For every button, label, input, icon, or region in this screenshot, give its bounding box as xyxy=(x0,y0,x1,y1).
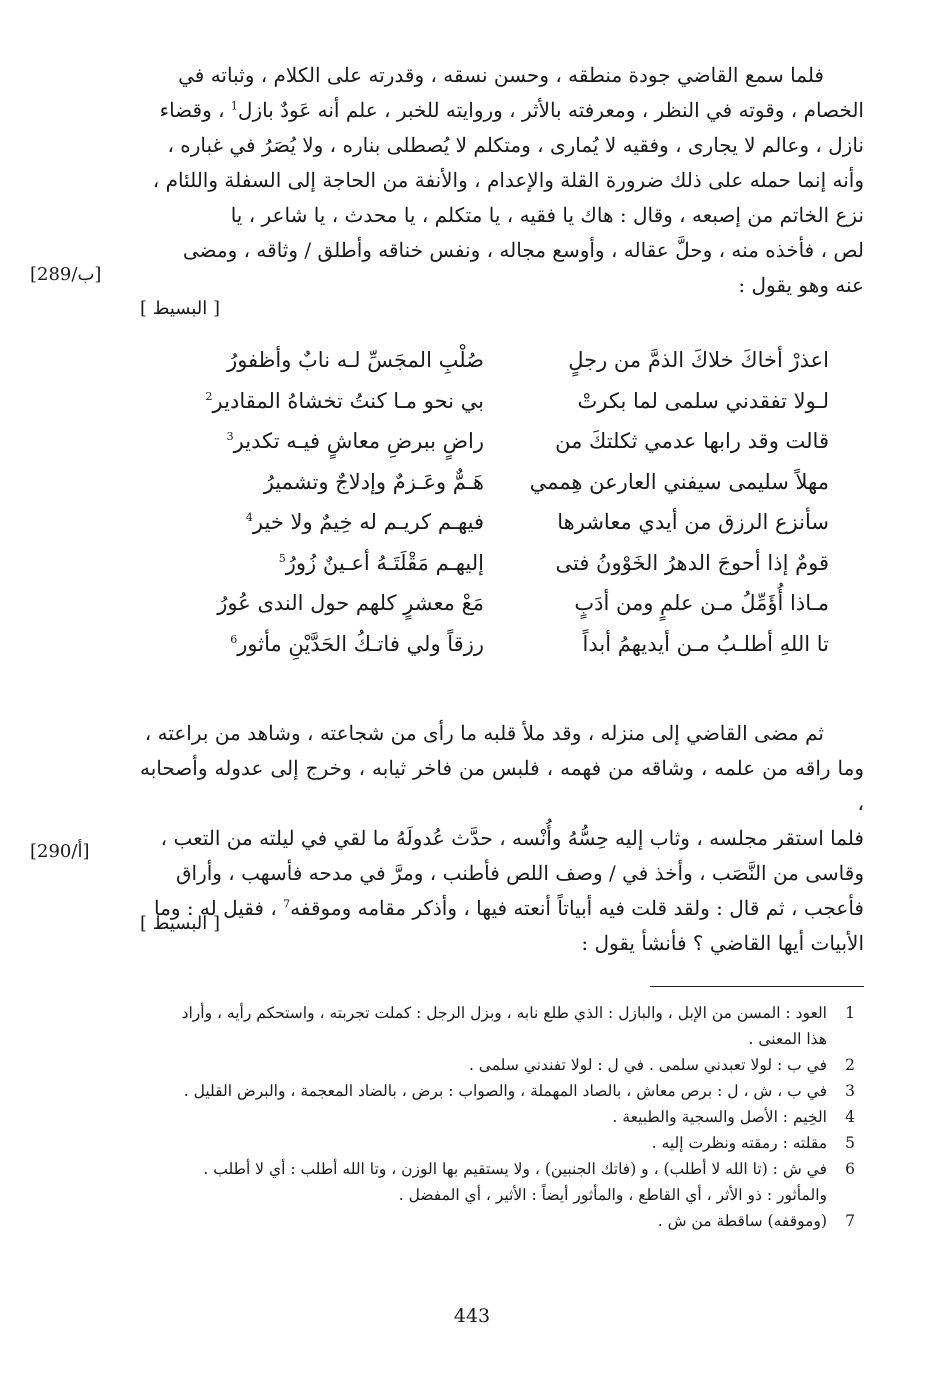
text-line: ثم مضى القاضي إلى منزله ، وقد ملأ قلبه ما رأى من شجاعته ، وشاهد من براعته ، xyxy=(144,721,824,745)
page-number: 443 xyxy=(453,1305,491,1327)
footnote xyxy=(115,1208,855,1234)
text-line: نزع الخاتم من إصبعه ، وقال : هاك يا فقيه ، يا متكلم ، يا محدث ، يا شاعر ، يا xyxy=(230,203,864,227)
hemistich-second: بي نحو مـا كنتُ تخشاهُ المقادير$^2$ xyxy=(205,388,484,413)
text-line: فلما سمع القاضي جودة منطقه ، وحسن نسقه ، وقدرته على الكلام ، وثباته في xyxy=(178,63,824,87)
footnote-number: 7 xyxy=(845,1212,855,1230)
text-line: نازل ، وعالم لا يجارى ، وفقيه لا يُمارى ، ومتكلم لا يُصطلى بناره ، ولا يُصَرُ في غباره ، xyxy=(167,133,864,157)
hemistich-second: صُلْبِ المجَسِّ لـه نابٌ وأظفورُ xyxy=(227,348,484,373)
poem-verse xyxy=(140,381,864,422)
hemistich-second: هَـمٌّ وعَـزمٌ وإدلاجٌ وتشميرُ xyxy=(263,469,484,494)
hemistich-first: مـاذا أُؤَمِّلُ مـن علمٍ ومن أدَبٍ xyxy=(574,591,829,616)
poem-verse xyxy=(140,583,864,624)
footnote-ref: 2 xyxy=(205,389,213,403)
footnote xyxy=(115,1156,855,1208)
hemistich-second: مَعْ معشرٍ كلهم حول الندى عُورُ xyxy=(217,591,484,616)
footnote-ref: 7 xyxy=(283,897,291,911)
poem-verse xyxy=(140,340,864,381)
paragraph-1 xyxy=(140,58,864,303)
text-line: فلما استقر مجلسه ، وثاب إليه حِسُّهُ وأُنْسه ، حدَّث عُدولَهُ ما لقي في ليلته من التعب ، xyxy=(160,826,864,850)
footnote-text: (وموقفه) ساقطة من ش . xyxy=(657,1212,827,1230)
footnote xyxy=(115,1078,855,1104)
hemistich-first: لـولا تفقدني سلمى لما بكرتْ xyxy=(577,388,829,413)
meter-label: [ البسيط ] xyxy=(140,298,220,319)
footnote-ref: 4 xyxy=(245,511,253,525)
footnote-number: 4 xyxy=(845,1108,855,1126)
hemistich-second: فيهـم كريـم له خِيمٌ ولا خير$^4$ xyxy=(245,510,484,535)
hemistich-first: قومٌ إذا أحوجَ الدهرُ الخَوْونُ فتى xyxy=(555,550,829,575)
hemistich-second: راضٍ ببرضِ معاشٍ فيـه تكدير$^3$ xyxy=(226,429,484,454)
poem-verse xyxy=(140,624,864,665)
footnote-ref: 6 xyxy=(230,632,238,646)
footnote-number: 5 xyxy=(845,1134,855,1152)
footnote-ref: 1 xyxy=(230,99,238,113)
footnotes xyxy=(115,1000,855,1234)
footnote-text: العود : المسن من الإبل ، والبازل : الذي طلع نابه ، وبزل الرجل : كملت تجربته ، واستحكم رأيه ، وأراد هذا المعنى . xyxy=(181,1004,827,1048)
paragraph-2 xyxy=(140,716,864,961)
footnote-text: في ش : (تا الله لا أطلب) ، و (فاتك الجنبين) ، ولا يستقيم بها الوزن ، وتا الله أطلب : أي لا أطلب . والمأثور : ذو الأثر ، أي القاطع ، والمأثور أيضاً : الأثير ، أي المفضل . xyxy=(203,1160,827,1204)
footnote-number: 3 xyxy=(845,1082,855,1100)
hemistich-first: قالت وقد رابها عدمي ثكلتكَ من xyxy=(555,429,829,454)
text-line: الأبيات أيها القاضي ؟ فأنشأ يقول : xyxy=(581,931,864,955)
text-line: وقاسى من النَّصَب ، وأخذ في / وصف اللص فأطنب ، ومرَّ في مدحه فأسهب ، وأراق xyxy=(176,861,864,885)
footnote-number: 6 xyxy=(845,1160,855,1178)
poem-verse xyxy=(140,543,864,584)
folio-marker: [289/ب] xyxy=(30,264,102,285)
text-line: وأنه إنما حمله على ذلك ضرورة القلة والإعدام ، والأنفة من الحاجة إلى السفلة واللئام ، xyxy=(152,168,864,192)
footnote-divider xyxy=(650,986,864,987)
footnote xyxy=(115,1104,855,1130)
footnote-text: في ب ، ش ، ل : برص معاش ، بالصاد المهملة ، والصواب : برض ، بالضاد المعجمة ، والبرض القليل . xyxy=(183,1082,827,1100)
text-line: وما راقه من علمه ، وشاقه من فهمه ، فلبس من فاخر ثيابه ، وخرج إلى عدوله وأصحابه ، xyxy=(140,756,864,815)
footnote xyxy=(115,1052,855,1078)
footnote xyxy=(115,1130,855,1156)
footnote-text: الخِيم : الأصل والسجية والطبيعة . xyxy=(612,1108,827,1126)
footnote-text: مقلته : رمقته ونظرت إليه . xyxy=(651,1134,827,1152)
poem xyxy=(140,340,864,664)
hemistich-second: إليهـم مَقْلَتَـهُ أعـينٌ زُورُ$^5$ xyxy=(278,550,484,575)
hemistich-second: رزقاً ولي فاتـكُ الحَدَّيْنِ مأثور$^6$ xyxy=(230,631,484,656)
folio-marker: [290/أ] xyxy=(30,841,90,862)
footnote xyxy=(115,1000,855,1052)
text-line: عنه وهو يقول : xyxy=(738,273,864,297)
text-line: فأعجب ، ثم قال : ولقد قلت فيه أبياتاً أنعته فيها ، وأذكر مقامه وموقفه$^7$ ، فقيل له : وما xyxy=(154,896,864,920)
text-line: لص ، فأخذه منه ، وحلَّ عقاله ، وأوسع مجاله ، ونفس خناقه وأطلق / وثاقه ، ومضى xyxy=(182,238,864,262)
footnote-ref: 3 xyxy=(226,430,234,444)
poem-verse xyxy=(140,421,864,462)
hemistich-first: اعذرْ أخاكَ خلاكَ الذمَّ من رجلٍ xyxy=(568,348,829,373)
meter-label: [ البسيط ] xyxy=(140,913,220,934)
hemistich-first: مهلاً سليمى سيفني العارعن هِممي xyxy=(529,469,829,494)
footnote-text: في ب : لولا تعبدني سلمى . في ل : لولا تفندني سلمى . xyxy=(468,1056,827,1074)
footnote-number: 1 xyxy=(845,1004,855,1022)
footnote-number: 2 xyxy=(845,1056,855,1074)
poem-verse xyxy=(140,462,864,503)
hemistich-first: تا اللهِ أطلـبُ مـن أيديهمُ أبداً xyxy=(582,631,829,656)
poem-verse xyxy=(140,502,864,543)
hemistich-first: سأنزع الرزق من أيدي معاشرها xyxy=(557,510,829,535)
text-line: الخصام ، وقوته في النظر ، ومعرفته بالأثر ، وروايته للخبر ، علم أنه عَودٌ بازل$^1$ ، وقضاء xyxy=(159,98,864,122)
footnote-ref: 5 xyxy=(278,551,286,565)
